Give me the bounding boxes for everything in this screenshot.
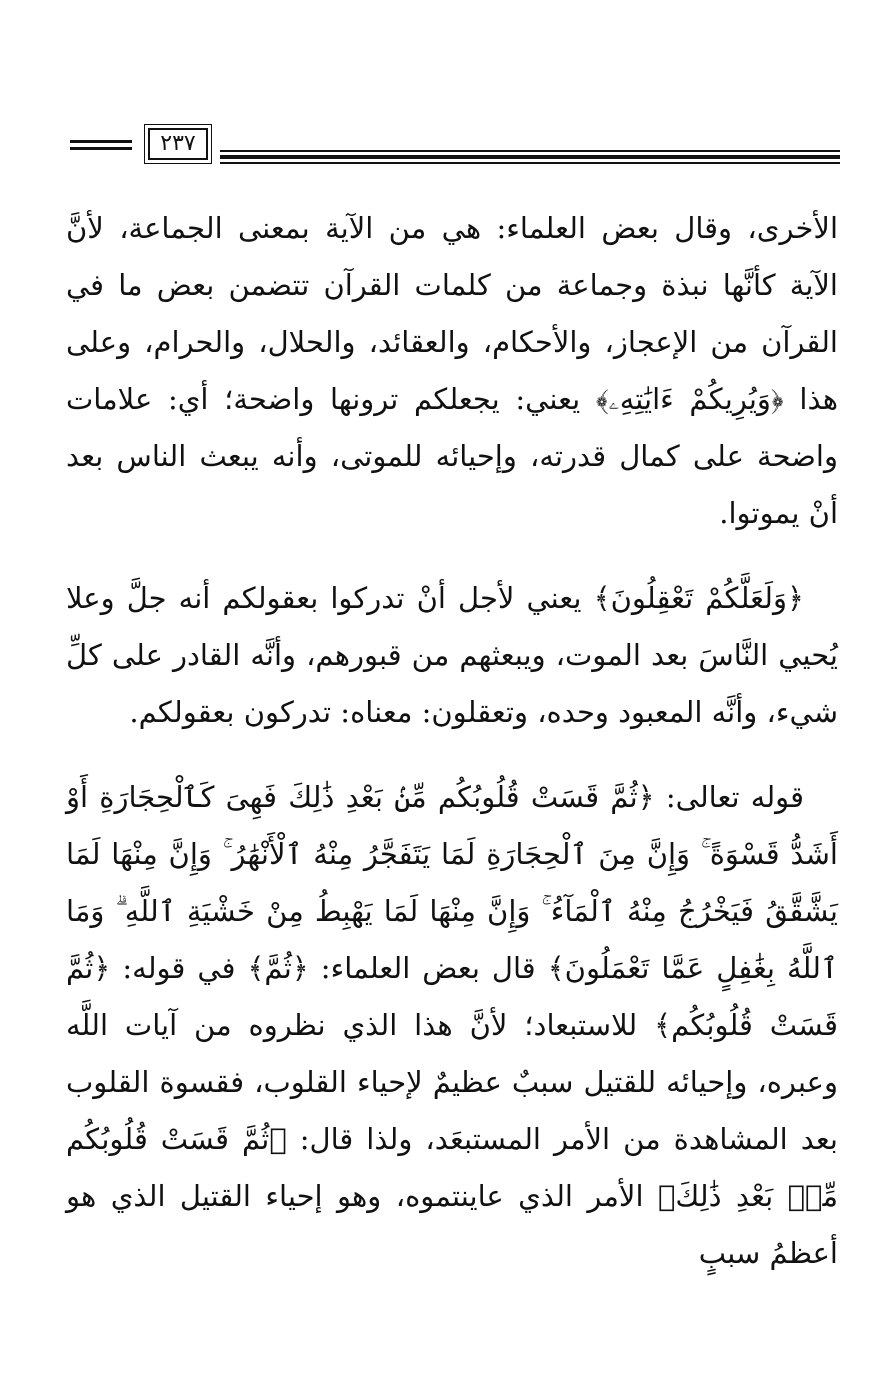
- text-segment: للاستبعاد؛ لأنَّ هذا الذي نظروه من آيات اللَّه وعبره، وإحيائه للقتيل سببٌ عظيمٌ لإحياء القلوب، فقسوة القلوب بعد المشاهدة من الأمر المستبعَد، ولذا قال:: [66, 1008, 838, 1156]
- text-segment: قوله تعالى:: [654, 780, 804, 814]
- text-segment: الأمر الذي عاينتموه، وهو إحياء القتيل الذي هو أعظمُ سببٍ: [66, 1179, 838, 1270]
- paragraph-3: [66, 769, 838, 1282]
- page-number: ٢٣٧: [160, 131, 196, 156]
- quran-quote: ﴿ثُمَّ﴾: [247, 951, 309, 985]
- text-segment: في قوله:: [110, 951, 248, 985]
- text-segment: الأخرى، وقال بعض العلماء: هي من الآية بمعنى الجماعة، لأنَّ الآية كأنَّها نبذة وجماعة من كلمات القرآن تتضمن بعض ما في القرآن من الإعجاز، والأحكام، والعقائد، والحلال، والحرام، وعلى هذا: [66, 211, 838, 416]
- quran-quote: ﴿ثُمَّ قَسَتْ قُلُوبُكُم مِّنۢ بَعْدِ ذَٰلِكَ﴾: [66, 1122, 838, 1213]
- quran-quote: ﴿وَلَعَلَّكُمْ تَعْقِلُونَ﴾: [593, 581, 804, 615]
- quran-quote: ﴿ثُمَّ قَسَتْ قُلُوبُكُم﴾: [66, 951, 838, 1042]
- paragraph-2: [66, 570, 838, 741]
- paragraph-1: [66, 200, 838, 542]
- text-segment: يعني: يجعلكم ترونها واضحة؛ أي: علامات واضحة على كمال قدرته، وإحيائه للموتى، وأنه يبعث الناس بعد أنْ يموتوا.: [66, 382, 838, 530]
- header-rule-long: [220, 150, 840, 164]
- page-header: [70, 128, 840, 168]
- quran-quote: ﴿ثُمَّ قَسَتْ قُلُوبُكُم مِّنۢ بَعْدِ ذَٰلِكَ فَهِىَ كَٱلْحِجَارَةِ أَوْ أَشَدُّ قَسْوَةً ۚ وَإِنَّ مِنَ ٱلْحِجَارَةِ لَمَا يَتَفَجَّرُ مِنْهُ ٱلْأَنْهَٰرُ ۚ وَإِنَّ مِنْهَا لَمَا يَشَّقَّقُ فَيَخْرُجُ مِنْهُ ٱلْمَآءُ ۚ وَإِنَّ مِنْهَا لَمَا يَهْبِطُ مِنْ خَشْيَةِ ٱللَّهِ ۗ وَمَا ٱللَّهُ بِغَٰفِلٍ عَمَّا تَعْمَلُونَ﴾: [66, 780, 838, 985]
- text-segment: يعني لأجل أنْ تدركوا بعقولكم أنه جلَّ وعلا يُحيي النَّاسَ بعد الموت، ويبعثهم من قبورهم، وأنَّه القادر على كلِّ شيء، وأنَّه المعبود وحده، وتعقلون: معناه: تدركون بعقولكم.: [66, 581, 838, 729]
- text-segment: قال بعض العلماء:: [308, 951, 548, 985]
- header-rule-short: [70, 140, 132, 150]
- quran-quote: ﴿وَيُرِيكُمْ ءَايَٰتِهِۦ﴾: [595, 382, 784, 416]
- page-body: [66, 200, 838, 1282]
- page-number-box: [148, 128, 208, 160]
